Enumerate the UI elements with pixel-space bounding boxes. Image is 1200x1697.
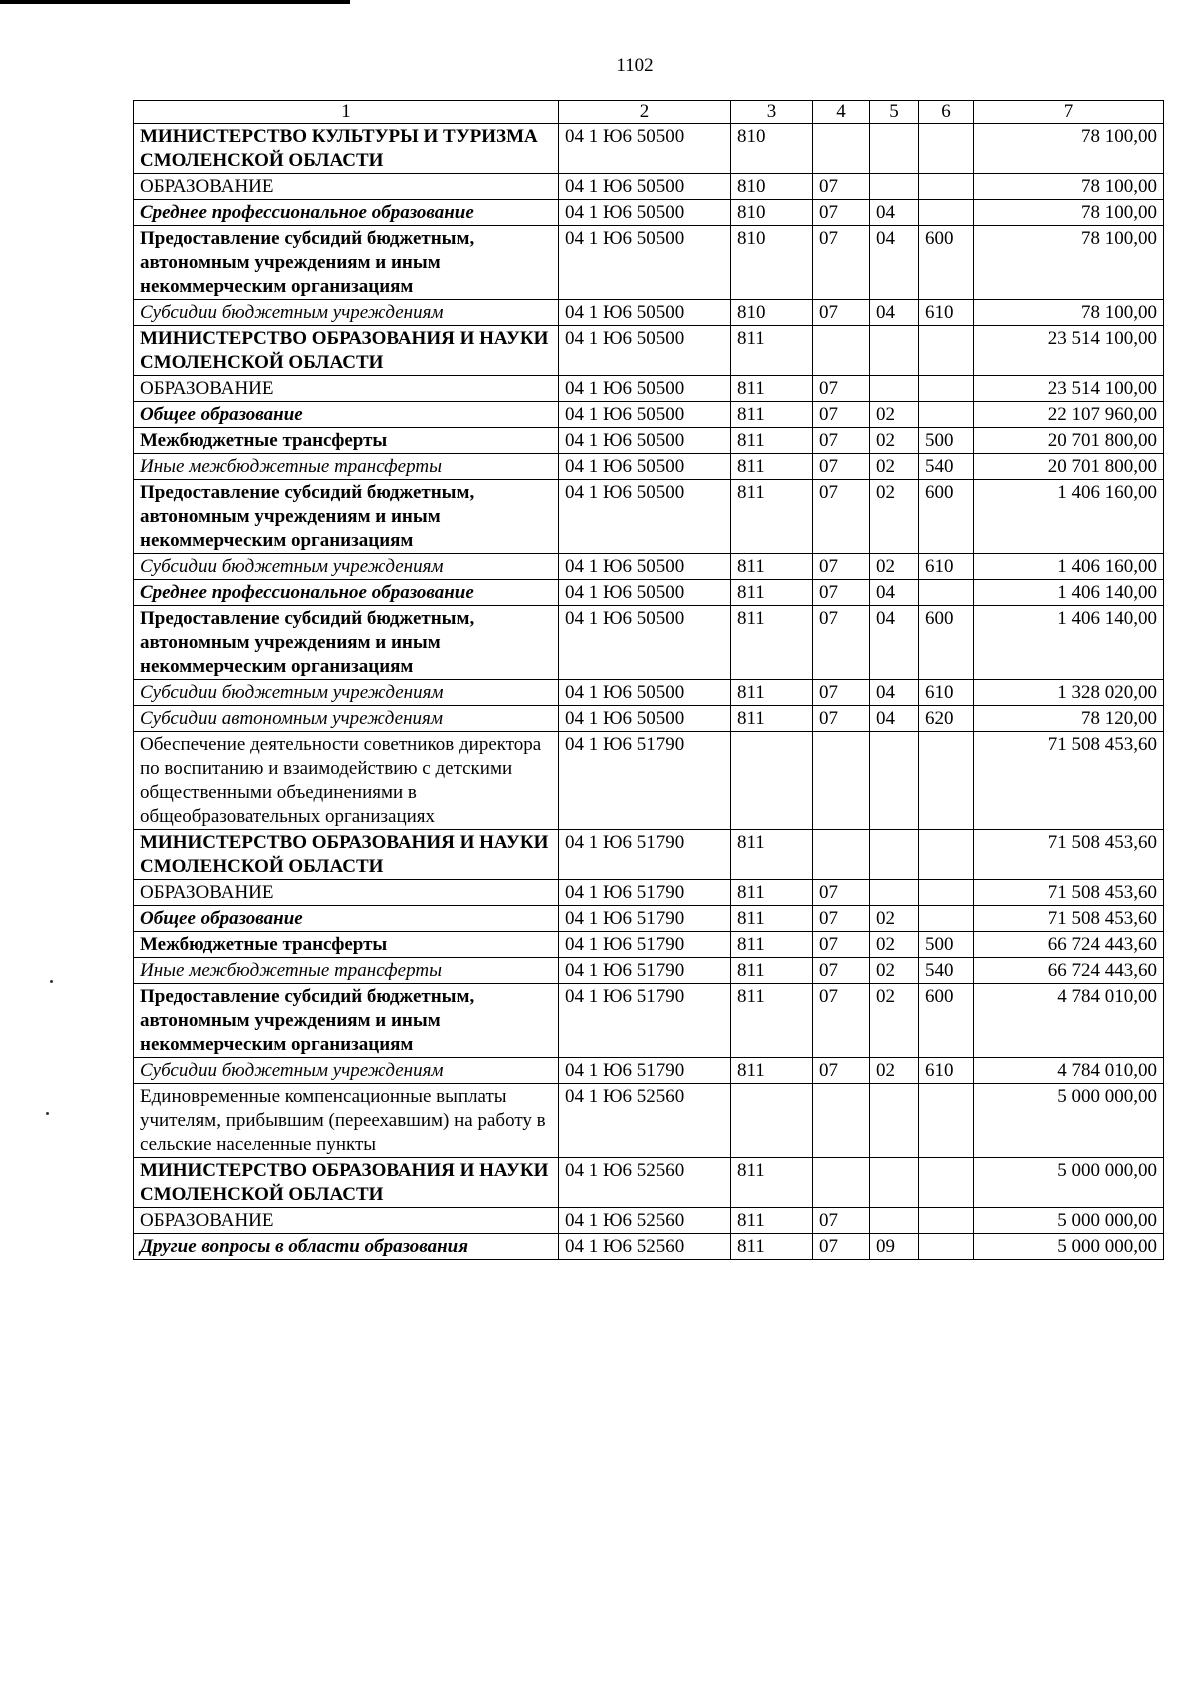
target-code: 04 1 Ю6 50500 bbox=[559, 300, 731, 326]
target-code: 04 1 Ю6 50500 bbox=[559, 174, 731, 200]
section-code: 07 bbox=[813, 402, 870, 428]
table-row bbox=[134, 1084, 1164, 1158]
scan-speck bbox=[46, 1112, 49, 1115]
target-code: 04 1 Ю6 50500 bbox=[559, 200, 731, 226]
table-row bbox=[134, 402, 1164, 428]
row-name: Иные межбюджетные трансферты bbox=[134, 454, 559, 480]
expense-type-code bbox=[919, 1208, 974, 1234]
expense-type-code: 600 bbox=[919, 480, 974, 554]
table-row bbox=[134, 226, 1164, 300]
target-code: 04 1 Ю6 50500 bbox=[559, 480, 731, 554]
amount: 20 701 800,00 bbox=[974, 428, 1164, 454]
section-code: 07 bbox=[813, 932, 870, 958]
subsection-code bbox=[870, 326, 919, 376]
table-row bbox=[134, 200, 1164, 226]
table-row bbox=[134, 932, 1164, 958]
target-code: 04 1 Ю6 52560 bbox=[559, 1234, 731, 1260]
section-code: 07 bbox=[813, 580, 870, 606]
amount: 1 406 160,00 bbox=[974, 480, 1164, 554]
subsection-code bbox=[870, 1208, 919, 1234]
row-name: Иные межбюджетные трансферты bbox=[134, 958, 559, 984]
ministry-code: 811 bbox=[731, 680, 813, 706]
amount: 5 000 000,00 bbox=[974, 1158, 1164, 1208]
column-header: 6 bbox=[919, 101, 974, 124]
ministry-code: 810 bbox=[731, 226, 813, 300]
expense-type-code bbox=[919, 402, 974, 428]
column-header: 7 bbox=[974, 101, 1164, 124]
table-row bbox=[134, 300, 1164, 326]
ministry-code: 810 bbox=[731, 174, 813, 200]
target-code: 04 1 Ю6 50500 bbox=[559, 326, 731, 376]
subsection-code: 04 bbox=[870, 580, 919, 606]
ministry-code: 811 bbox=[731, 1234, 813, 1260]
expense-type-code bbox=[919, 326, 974, 376]
subsection-code: 04 bbox=[870, 680, 919, 706]
row-name: Субсидии автономным учреждениям bbox=[134, 706, 559, 732]
expense-type-code: 600 bbox=[919, 226, 974, 300]
subsection-code: 02 bbox=[870, 402, 919, 428]
table-row bbox=[134, 580, 1164, 606]
amount: 78 100,00 bbox=[974, 200, 1164, 226]
ministry-code: 810 bbox=[731, 300, 813, 326]
expense-type-code bbox=[919, 1084, 974, 1158]
amount: 23 514 100,00 bbox=[974, 326, 1164, 376]
subsection-code bbox=[870, 376, 919, 402]
amount: 78 100,00 bbox=[974, 124, 1164, 174]
ministry-code: 811 bbox=[731, 580, 813, 606]
expense-type-code bbox=[919, 174, 974, 200]
section-code: 07 bbox=[813, 906, 870, 932]
expense-type-code: 500 bbox=[919, 428, 974, 454]
subsection-code: 02 bbox=[870, 984, 919, 1058]
row-name: Единовременные компенсационные выплаты учителям, прибывшим (переехавшим) на работу в сельские населенные пункты bbox=[134, 1084, 559, 1158]
ministry-code: 811 bbox=[731, 984, 813, 1058]
scan-speck bbox=[50, 980, 53, 983]
ministry-code: 811 bbox=[731, 480, 813, 554]
section-code bbox=[813, 732, 870, 830]
target-code: 04 1 Ю6 51790 bbox=[559, 830, 731, 880]
target-code: 04 1 Ю6 51790 bbox=[559, 732, 731, 830]
row-name: Межбюджетные трансферты bbox=[134, 428, 559, 454]
row-name: ОБРАЗОВАНИЕ bbox=[134, 376, 559, 402]
subsection-code: 02 bbox=[870, 454, 919, 480]
table-row bbox=[134, 1234, 1164, 1260]
section-code bbox=[813, 1158, 870, 1208]
amount: 71 508 453,60 bbox=[974, 732, 1164, 830]
target-code: 04 1 Ю6 52560 bbox=[559, 1084, 731, 1158]
table-row bbox=[134, 880, 1164, 906]
amount: 20 701 800,00 bbox=[974, 454, 1164, 480]
table-row bbox=[134, 554, 1164, 580]
table-row bbox=[134, 1208, 1164, 1234]
ministry-code: 811 bbox=[731, 706, 813, 732]
subsection-code: 04 bbox=[870, 606, 919, 680]
target-code: 04 1 Ю6 50500 bbox=[559, 402, 731, 428]
subsection-code: 02 bbox=[870, 906, 919, 932]
amount: 5 000 000,00 bbox=[974, 1084, 1164, 1158]
subsection-code: 02 bbox=[870, 932, 919, 958]
target-code: 04 1 Ю6 50500 bbox=[559, 706, 731, 732]
section-code: 07 bbox=[813, 480, 870, 554]
top-border-rule bbox=[0, 0, 350, 4]
row-name: Среднее профессиональное образование bbox=[134, 200, 559, 226]
target-code: 04 1 Ю6 51790 bbox=[559, 958, 731, 984]
table-row bbox=[134, 984, 1164, 1058]
amount: 78 100,00 bbox=[974, 226, 1164, 300]
table-row bbox=[134, 906, 1164, 932]
subsection-code bbox=[870, 1158, 919, 1208]
subsection-code: 04 bbox=[870, 200, 919, 226]
ministry-code bbox=[731, 732, 813, 830]
amount: 5 000 000,00 bbox=[974, 1234, 1164, 1260]
amount: 71 508 453,60 bbox=[974, 906, 1164, 932]
expense-type-code bbox=[919, 124, 974, 174]
table-row bbox=[134, 958, 1164, 984]
ministry-code: 811 bbox=[731, 830, 813, 880]
amount: 1 406 140,00 bbox=[974, 606, 1164, 680]
table-row bbox=[134, 706, 1164, 732]
target-code: 04 1 Ю6 50500 bbox=[559, 554, 731, 580]
amount: 78 100,00 bbox=[974, 174, 1164, 200]
row-name: Обеспечение деятельности советников директора по воспитанию и взаимодействию с детскими общественными объединениями в общеобразовательных организациях bbox=[134, 732, 559, 830]
ministry-code bbox=[731, 1084, 813, 1158]
subsection-code bbox=[870, 830, 919, 880]
amount: 5 000 000,00 bbox=[974, 1208, 1164, 1234]
ministry-code: 810 bbox=[731, 124, 813, 174]
row-name: Субсидии бюджетным учреждениям bbox=[134, 554, 559, 580]
section-code: 07 bbox=[813, 226, 870, 300]
ministry-code: 811 bbox=[731, 326, 813, 376]
column-header: 3 bbox=[731, 101, 813, 124]
row-name: ОБРАЗОВАНИЕ bbox=[134, 1208, 559, 1234]
target-code: 04 1 Ю6 51790 bbox=[559, 932, 731, 958]
expense-type-code: 610 bbox=[919, 680, 974, 706]
subsection-code bbox=[870, 880, 919, 906]
subsection-code: 02 bbox=[870, 958, 919, 984]
expense-type-code: 540 bbox=[919, 454, 974, 480]
ministry-code: 811 bbox=[731, 958, 813, 984]
expense-type-code bbox=[919, 580, 974, 606]
target-code: 04 1 Ю6 50500 bbox=[559, 226, 731, 300]
expense-type-code bbox=[919, 200, 974, 226]
amount: 66 724 443,60 bbox=[974, 958, 1164, 984]
section-code: 07 bbox=[813, 554, 870, 580]
header-row bbox=[134, 101, 1164, 124]
table-row bbox=[134, 174, 1164, 200]
row-name: Предоставление субсидий бюджетным, автономным учреждениям и иным некоммерческим организациям bbox=[134, 606, 559, 680]
row-name: Другие вопросы в области образования bbox=[134, 1234, 559, 1260]
row-name: Субсидии бюджетным учреждениям bbox=[134, 680, 559, 706]
section-code bbox=[813, 1084, 870, 1158]
section-code: 07 bbox=[813, 706, 870, 732]
subsection-code: 02 bbox=[870, 554, 919, 580]
section-code bbox=[813, 326, 870, 376]
row-name: Субсидии бюджетным учреждениям bbox=[134, 300, 559, 326]
row-name: Предоставление субсидий бюджетным, автономным учреждениям и иным некоммерческим организациям bbox=[134, 480, 559, 554]
ministry-code: 811 bbox=[731, 1158, 813, 1208]
section-code bbox=[813, 124, 870, 174]
row-name: МИНИСТЕРСТВО КУЛЬТУРЫ И ТУРИЗМА СМОЛЕНСКОЙ ОБЛАСТИ bbox=[134, 124, 559, 174]
ministry-code: 811 bbox=[731, 606, 813, 680]
subsection-code: 09 bbox=[870, 1234, 919, 1260]
expense-type-code bbox=[919, 732, 974, 830]
row-name: МИНИСТЕРСТВО ОБРАЗОВАНИЯ И НАУКИ СМОЛЕНСКОЙ ОБЛАСТИ bbox=[134, 1158, 559, 1208]
section-code: 07 bbox=[813, 174, 870, 200]
amount: 66 724 443,60 bbox=[974, 932, 1164, 958]
ministry-code: 811 bbox=[731, 880, 813, 906]
page-number: 1102 bbox=[616, 55, 654, 76]
amount: 4 784 010,00 bbox=[974, 1058, 1164, 1084]
target-code: 04 1 Ю6 50500 bbox=[559, 606, 731, 680]
amount: 78 120,00 bbox=[974, 706, 1164, 732]
ministry-code: 811 bbox=[731, 906, 813, 932]
subsection-code bbox=[870, 1084, 919, 1158]
subsection-code: 02 bbox=[870, 428, 919, 454]
amount: 4 784 010,00 bbox=[974, 984, 1164, 1058]
expense-type-code: 610 bbox=[919, 554, 974, 580]
target-code: 04 1 Ю6 51790 bbox=[559, 880, 731, 906]
section-code: 07 bbox=[813, 880, 870, 906]
target-code: 04 1 Ю6 50500 bbox=[559, 454, 731, 480]
expense-type-code bbox=[919, 376, 974, 402]
section-code: 07 bbox=[813, 1058, 870, 1084]
ministry-code: 811 bbox=[731, 554, 813, 580]
amount: 1 328 020,00 bbox=[974, 680, 1164, 706]
amount: 1 406 140,00 bbox=[974, 580, 1164, 606]
row-name: Среднее профессиональное образование bbox=[134, 580, 559, 606]
target-code: 04 1 Ю6 50500 bbox=[559, 376, 731, 402]
table-row bbox=[134, 480, 1164, 554]
section-code: 07 bbox=[813, 1234, 870, 1260]
row-name: Межбюджетные трансферты bbox=[134, 932, 559, 958]
amount: 78 100,00 bbox=[974, 300, 1164, 326]
expense-type-code bbox=[919, 880, 974, 906]
column-header: 2 bbox=[559, 101, 731, 124]
expense-type-code: 540 bbox=[919, 958, 974, 984]
amount: 71 508 453,60 bbox=[974, 830, 1164, 880]
table-row bbox=[134, 124, 1164, 174]
target-code: 04 1 Ю6 52560 bbox=[559, 1158, 731, 1208]
row-name: Субсидии бюджетным учреждениям bbox=[134, 1058, 559, 1084]
ministry-code: 811 bbox=[731, 428, 813, 454]
table-row bbox=[134, 326, 1164, 376]
expense-type-code bbox=[919, 906, 974, 932]
expense-type-code: 600 bbox=[919, 606, 974, 680]
table-row bbox=[134, 1058, 1164, 1084]
subsection-code: 04 bbox=[870, 226, 919, 300]
ministry-code: 811 bbox=[731, 1058, 813, 1084]
amount: 22 107 960,00 bbox=[974, 402, 1164, 428]
row-name: Общее образование bbox=[134, 402, 559, 428]
ministry-code: 811 bbox=[731, 376, 813, 402]
target-code: 04 1 Ю6 50500 bbox=[559, 124, 731, 174]
ministry-code: 811 bbox=[731, 454, 813, 480]
expense-type-code bbox=[919, 830, 974, 880]
table-row bbox=[134, 680, 1164, 706]
table-row bbox=[134, 454, 1164, 480]
section-code bbox=[813, 830, 870, 880]
row-name: МИНИСТЕРСТВО ОБРАЗОВАНИЯ И НАУКИ СМОЛЕНСКОЙ ОБЛАСТИ bbox=[134, 326, 559, 376]
target-code: 04 1 Ю6 51790 bbox=[559, 906, 731, 932]
column-header: 1 bbox=[134, 101, 559, 124]
subsection-code: 04 bbox=[870, 300, 919, 326]
section-code: 07 bbox=[813, 200, 870, 226]
budget-table bbox=[133, 100, 1164, 1260]
subsection-code bbox=[870, 124, 919, 174]
subsection-code: 02 bbox=[870, 1058, 919, 1084]
column-header: 5 bbox=[870, 101, 919, 124]
table-row bbox=[134, 428, 1164, 454]
section-code: 07 bbox=[813, 300, 870, 326]
column-header: 4 bbox=[813, 101, 870, 124]
ministry-code: 811 bbox=[731, 1208, 813, 1234]
section-code: 07 bbox=[813, 1208, 870, 1234]
row-name: Предоставление субсидий бюджетным, автономным учреждениям и иным некоммерческим организациям bbox=[134, 984, 559, 1058]
table-row bbox=[134, 732, 1164, 830]
expense-type-code: 500 bbox=[919, 932, 974, 958]
subsection-code: 04 bbox=[870, 706, 919, 732]
subsection-code bbox=[870, 174, 919, 200]
row-name: Общее образование bbox=[134, 906, 559, 932]
section-code: 07 bbox=[813, 428, 870, 454]
row-name: ОБРАЗОВАНИЕ bbox=[134, 174, 559, 200]
amount: 71 508 453,60 bbox=[974, 880, 1164, 906]
amount: 23 514 100,00 bbox=[974, 376, 1164, 402]
amount: 1 406 160,00 bbox=[974, 554, 1164, 580]
table-row bbox=[134, 1158, 1164, 1208]
expense-type-code: 610 bbox=[919, 300, 974, 326]
expense-type-code bbox=[919, 1234, 974, 1260]
ministry-code: 811 bbox=[731, 402, 813, 428]
table-row bbox=[134, 376, 1164, 402]
target-code: 04 1 Ю6 51790 bbox=[559, 984, 731, 1058]
section-code: 07 bbox=[813, 958, 870, 984]
expense-type-code: 600 bbox=[919, 984, 974, 1058]
expense-type-code bbox=[919, 1158, 974, 1208]
section-code: 07 bbox=[813, 376, 870, 402]
target-code: 04 1 Ю6 50500 bbox=[559, 428, 731, 454]
expense-type-code: 610 bbox=[919, 1058, 974, 1084]
row-name: МИНИСТЕРСТВО ОБРАЗОВАНИЯ И НАУКИ СМОЛЕНСКОЙ ОБЛАСТИ bbox=[134, 830, 559, 880]
row-name: Предоставление субсидий бюджетным, автономным учреждениям и иным некоммерческим организациям bbox=[134, 226, 559, 300]
target-code: 04 1 Ю6 52560 bbox=[559, 1208, 731, 1234]
target-code: 04 1 Ю6 50500 bbox=[559, 580, 731, 606]
target-code: 04 1 Ю6 50500 bbox=[559, 680, 731, 706]
table-row bbox=[134, 830, 1164, 880]
section-code: 07 bbox=[813, 454, 870, 480]
section-code: 07 bbox=[813, 984, 870, 1058]
target-code: 04 1 Ю6 51790 bbox=[559, 1058, 731, 1084]
subsection-code bbox=[870, 732, 919, 830]
section-code: 07 bbox=[813, 606, 870, 680]
section-code: 07 bbox=[813, 680, 870, 706]
subsection-code: 02 bbox=[870, 480, 919, 554]
ministry-code: 810 bbox=[731, 200, 813, 226]
expense-type-code: 620 bbox=[919, 706, 974, 732]
row-name: ОБРАЗОВАНИЕ bbox=[134, 880, 559, 906]
table-row bbox=[134, 606, 1164, 680]
ministry-code: 811 bbox=[731, 932, 813, 958]
